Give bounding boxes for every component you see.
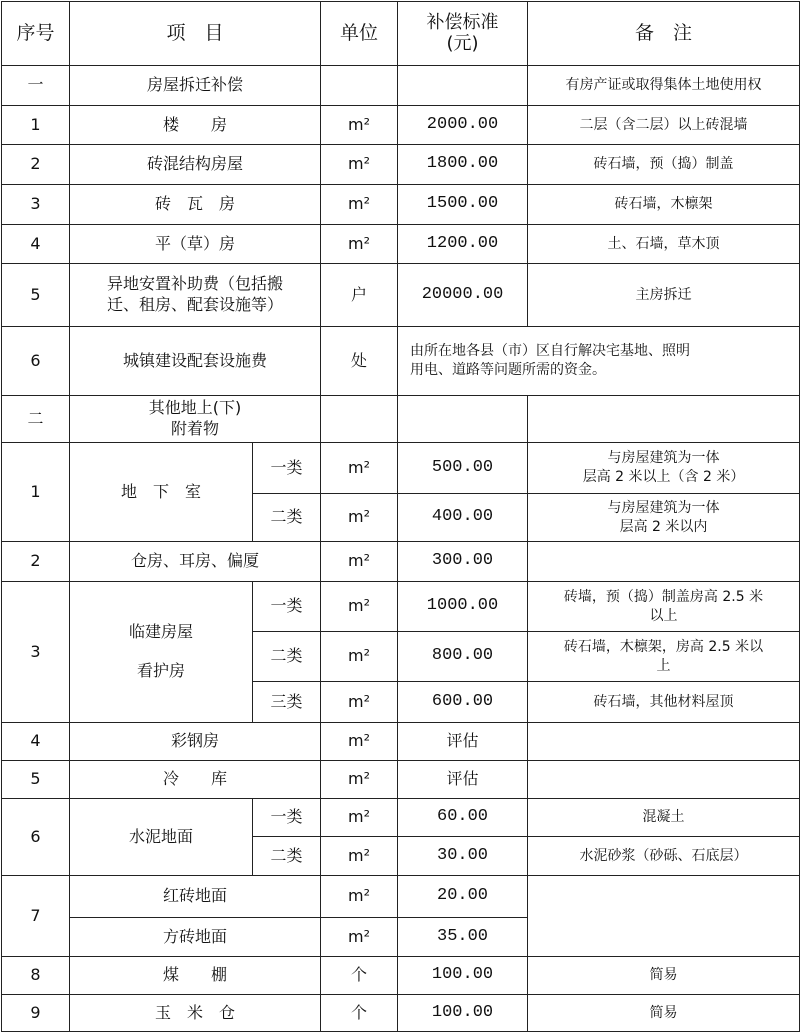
row-standard: [398, 396, 528, 443]
row-item-line2: 看护房: [136, 661, 185, 680]
row-note: [398, 327, 800, 396]
row-item: [70, 264, 321, 327]
header-row: [2, 2, 800, 66]
row-unit: m²: [321, 632, 398, 682]
row-subcategory: 二类: [253, 494, 321, 542]
table-row: [2, 761, 800, 799]
row-note: 砖石墙，预（捣）制盖: [528, 145, 800, 185]
row-note: 有房产证或取得集体土地使用权: [528, 66, 800, 106]
compensation-table: [1, 1, 800, 1032]
row-note-line2: 用电、道路等问题所需的资金。: [410, 362, 607, 378]
row-note: [528, 761, 800, 799]
row-unit: [321, 396, 398, 443]
header-item: 项 目: [70, 2, 321, 66]
table-row: [2, 582, 800, 632]
table-row: [2, 185, 800, 225]
row-no: 2: [2, 542, 70, 582]
row-unit: 户: [321, 264, 398, 327]
row-note: [528, 632, 800, 682]
row-standard: 1800.00: [398, 145, 528, 185]
row-unit: m²: [321, 225, 398, 264]
table-row: [2, 799, 800, 837]
row-standard: 500.00: [398, 443, 528, 494]
row-subcategory: 一类: [253, 799, 321, 837]
row-note-line1: 砖墙，预（捣）制盖房高 2.5 米: [563, 588, 764, 605]
row-standard: 35.00: [398, 918, 528, 957]
row-item: 城镇建设配套设施费: [70, 327, 321, 396]
row-item: 楼 房: [70, 106, 321, 145]
row-subcategory: 二类: [253, 632, 321, 682]
row-no: 5: [2, 761, 70, 799]
row-note: 土、石墙，草木顶: [528, 225, 800, 264]
row-no: 一: [2, 66, 70, 106]
row-standard: 60.00: [398, 799, 528, 837]
table-row: [2, 145, 800, 185]
table-row: [2, 264, 800, 327]
row-note-line2: 以上: [649, 607, 678, 624]
row-note-line1: 由所在地各县（市）区自行解决宅基地、照明: [410, 343, 691, 360]
row-no: 5: [2, 264, 70, 327]
row-no: 3: [2, 185, 70, 225]
row-standard: 20.00: [398, 876, 528, 918]
row-item: 水泥地面: [70, 799, 253, 876]
row-item: 房屋拆迁补偿: [70, 66, 321, 106]
table-row: [2, 443, 800, 494]
table-row: [2, 723, 800, 761]
row-item: 仓房、耳房、偏厦: [70, 542, 321, 582]
row-unit: m²: [321, 918, 398, 957]
row-no: 1: [2, 106, 70, 145]
row-item: 砖 瓦 房: [70, 185, 321, 225]
table-row: [2, 542, 800, 582]
row-item-line1: 异地安置补助费（包括搬: [107, 274, 284, 294]
row-standard: 2000.00: [398, 106, 528, 145]
header-no: 序号: [2, 2, 70, 66]
row-no: 6: [2, 799, 70, 876]
row-note: 主房拆迁: [528, 264, 800, 327]
header-standard: [398, 2, 528, 66]
row-unit: 处: [321, 327, 398, 396]
row-standard: 100.00: [398, 957, 528, 995]
row-item-line1: 其他地上(下): [148, 398, 242, 418]
row-standard: [398, 66, 528, 106]
row-standard: 评估: [398, 723, 528, 761]
row-item: 平（草）房: [70, 225, 321, 264]
table-row: [2, 995, 800, 1032]
table-row: [2, 327, 800, 396]
row-note: [528, 494, 800, 542]
table-row: [2, 957, 800, 995]
row-unit: m²: [321, 876, 398, 918]
row-standard: 600.00: [398, 682, 528, 723]
row-note: 水泥砂浆（砂砾、石底层）: [528, 837, 800, 876]
row-standard: 30.00: [398, 837, 528, 876]
row-no: 4: [2, 723, 70, 761]
row-note: 简易: [528, 957, 800, 995]
row-note-line2: 层高 2 米以内: [619, 518, 708, 535]
row-note: [528, 396, 800, 443]
row-unit: m²: [321, 145, 398, 185]
row-unit: m²: [321, 443, 398, 494]
row-note-line2: 层高 2 米以上（含 2 米）: [582, 469, 745, 485]
row-note: [528, 876, 800, 957]
row-item-line2: 迁、租房、配套设施等）: [107, 295, 284, 314]
row-subcategory: 二类: [253, 837, 321, 876]
row-unit: m²: [321, 761, 398, 799]
row-standard: 评估: [398, 761, 528, 799]
row-standard: 400.00: [398, 494, 528, 542]
row-note-line1: 与房屋建筑为一体: [607, 499, 720, 516]
row-note: 二层（含二层）以上砖混墙: [528, 106, 800, 145]
row-no: 3: [2, 582, 70, 723]
row-unit: m²: [321, 582, 398, 632]
row-standard: 800.00: [398, 632, 528, 682]
row-note: 砖石墙，其他材料屋顶: [528, 682, 800, 723]
row-unit: m²: [321, 682, 398, 723]
row-subcategory: 一类: [253, 582, 321, 632]
row-note: [528, 443, 800, 494]
row-item: [70, 582, 253, 723]
row-item: 玉 米 仓: [70, 995, 321, 1032]
header-unit: 单位: [321, 2, 398, 66]
table-row: [2, 66, 800, 106]
row-unit: m²: [321, 723, 398, 761]
row-subcategory: 三类: [253, 682, 321, 723]
row-standard: 20000.00: [398, 264, 528, 327]
header-standard-line1: 补偿标准: [426, 11, 499, 33]
row-standard: 100.00: [398, 995, 528, 1032]
row-unit: [321, 66, 398, 106]
row-item: 地 下 室: [70, 443, 253, 542]
row-item-line2: 附着物: [171, 419, 220, 438]
row-standard: 1500.00: [398, 185, 528, 225]
row-standard: 1000.00: [398, 582, 528, 632]
row-note: 简易: [528, 995, 800, 1032]
row-note: 砖石墙，木檩架: [528, 185, 800, 225]
row-no: 9: [2, 995, 70, 1032]
table-row: [2, 106, 800, 145]
row-note: [528, 542, 800, 582]
table-row: [2, 225, 800, 264]
row-item: 冷 库: [70, 761, 321, 799]
row-subcategory: 一类: [253, 443, 321, 494]
header-note: 备 注: [528, 2, 800, 66]
row-standard: 1200.00: [398, 225, 528, 264]
row-no: 4: [2, 225, 70, 264]
row-item: 砖混结构房屋: [70, 145, 321, 185]
row-no: 2: [2, 145, 70, 185]
row-no: 二: [2, 396, 70, 443]
row-item: 红砖地面: [70, 876, 321, 918]
row-unit: 个: [321, 957, 398, 995]
table-row: [2, 396, 800, 443]
row-note: [528, 582, 800, 632]
row-unit: m²: [321, 542, 398, 582]
row-item: 煤 棚: [70, 957, 321, 995]
row-item: 方砖地面: [70, 918, 321, 957]
row-item: [70, 396, 321, 443]
row-no: 6: [2, 327, 70, 396]
row-unit: m²: [321, 837, 398, 876]
row-no: 1: [2, 443, 70, 542]
row-unit: m²: [321, 494, 398, 542]
row-no: 8: [2, 957, 70, 995]
header-standard-line2: (元): [446, 32, 479, 54]
row-item-line1: 临建房屋: [128, 622, 193, 642]
row-unit: m²: [321, 799, 398, 837]
row-note: [528, 723, 800, 761]
row-unit: 个: [321, 995, 398, 1032]
row-note-line1: 砖石墙，木檩架，房高 2.5 米以: [563, 638, 764, 655]
row-note: 混凝土: [528, 799, 800, 837]
row-item: 彩钢房: [70, 723, 321, 761]
row-unit: m²: [321, 185, 398, 225]
row-unit: m²: [321, 106, 398, 145]
row-note-line2: 上: [656, 657, 671, 674]
row-note-line1: 与房屋建筑为一体: [607, 450, 720, 467]
table-row: [2, 876, 800, 918]
row-standard: 300.00: [398, 542, 528, 582]
row-no: 7: [2, 876, 70, 957]
